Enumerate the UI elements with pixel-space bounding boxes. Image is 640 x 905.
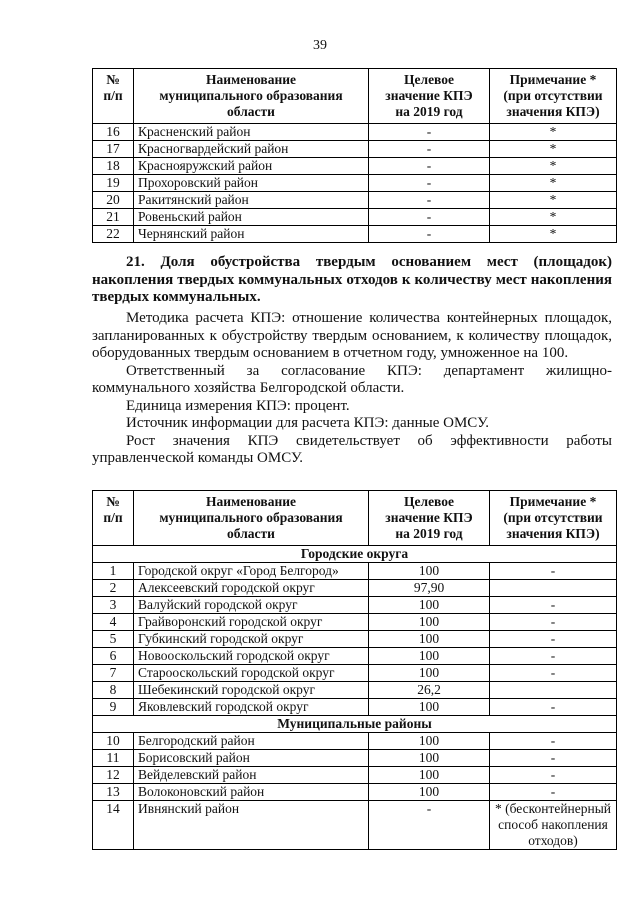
row-name: Городской округ «Город Белгород» [134,563,369,580]
group-title: Городские округа [93,546,617,563]
row-name: Губкинский городской округ [134,631,369,648]
row-num: 12 [93,767,134,784]
table-header-row [93,69,617,124]
row-num: 3 [93,597,134,614]
row-note: * [490,141,617,158]
row-target: 100 [369,699,490,716]
row-name: Грайворонский городской округ [134,614,369,631]
row-name: Яковлевский городской округ [134,699,369,716]
row-name: Новооскольский городской округ [134,648,369,665]
row-target: - [369,226,490,243]
table-row [93,124,617,141]
row-note: - [490,767,617,784]
header-num: № п/п [93,69,134,124]
table-row [93,665,617,682]
section-body [92,310,612,468]
row-name: Волоконовский район [134,784,369,801]
row-target: - [369,209,490,226]
row-num: 13 [93,784,134,801]
row-name: Красногвардейский район [134,141,369,158]
kpe-table-continued [92,68,617,243]
row-name: Ровеньский район [134,209,369,226]
row-target: 100 [369,648,490,665]
row-num: 9 [93,699,134,716]
row-target: 100 [369,784,490,801]
row-target: 100 [369,750,490,767]
table-row [93,682,617,699]
row-note: - [490,733,617,750]
row-num: 16 [93,124,134,141]
row-note: * [490,158,617,175]
row-note: - [490,750,617,767]
row-num: 2 [93,580,134,597]
row-num: 18 [93,158,134,175]
row-name: Ракитянский район [134,192,369,209]
methodology-text: Методика расчета КПЭ: отношение количества контейнерных площадок, запланированных к обустройству твердым основанием, к количеству площадок, оборудованных твердым основанием в отчетном году, умноженное на 100. [92,310,612,361]
row-target: 97,90 [369,580,490,597]
row-note: - [490,665,617,682]
table-row [93,158,617,175]
row-target: 26,2 [369,682,490,699]
kpe-table-section-21 [92,490,617,850]
header-note-title: Примечание * [509,494,597,509]
row-target: - [369,801,490,850]
row-note: - [490,597,617,614]
table-row [93,192,617,209]
table-row [93,699,617,716]
unit-text: Единица измерения КПЭ: процент. [126,397,350,414]
header-name: Наименование муниципального образования области [134,69,369,124]
responsible-text: Ответственный за согласование КПЭ: департамент жилищно-коммунального хозяйства Белгородской области. [92,362,612,396]
row-target: 100 [369,597,490,614]
row-name: Валуйский городской округ [134,597,369,614]
header-target: Целевое значение КПЭ на 2019 год [369,491,490,546]
table-row [93,580,617,597]
row-note: - [490,614,617,631]
row-target: - [369,141,490,158]
header-note-sub: (при отсутствии значения КПЭ) [503,510,603,541]
row-name: Краснояружский район [134,158,369,175]
row-name: Старооскольский городской округ [134,665,369,682]
header-note-sub: (при отсутствии значения КПЭ) [503,88,603,119]
group-row-municipal-districts [93,716,617,733]
header-note-title: Примечание * [509,72,597,87]
row-name: Чернянский район [134,226,369,243]
row-name: Алексеевский городской округ [134,580,369,597]
row-num: 7 [93,665,134,682]
row-note: - [490,563,617,580]
header-num: № п/п [93,491,134,546]
table-row [93,784,617,801]
section-heading: 21. Доля обустройства твердым основанием мест (площадок) накопления твердых коммунальных отходов к количеству мест накопления твердых коммунальных. [92,254,612,305]
row-target: 100 [369,563,490,580]
row-num: 14 [93,801,134,850]
row-target: - [369,192,490,209]
row-target: 100 [369,665,490,682]
table-row [93,801,617,850]
row-target: 100 [369,733,490,750]
table-row [93,767,617,784]
row-num: 5 [93,631,134,648]
row-note: * (бесконтейнерный способ накопления отходов) [490,801,617,850]
row-name: Белгородский район [134,733,369,750]
group-title: Муниципальные районы [93,716,617,733]
table-row [93,563,617,580]
row-name: Вейделевский район [134,767,369,784]
row-num: 17 [93,141,134,158]
row-name: Прохоровский район [134,175,369,192]
row-num: 10 [93,733,134,750]
row-num: 6 [93,648,134,665]
row-target: 100 [369,631,490,648]
row-note: * [490,226,617,243]
table-row [93,631,617,648]
header-note [490,491,617,546]
row-note: * [490,124,617,141]
table-row [93,733,617,750]
table-row [93,209,617,226]
row-name: Шебекинский городской округ [134,682,369,699]
row-note [490,682,617,699]
row-num: 21 [93,209,134,226]
row-num: 22 [93,226,134,243]
row-target: - [369,158,490,175]
row-name: Ивнянский район [134,801,369,850]
row-note: - [490,631,617,648]
page-number: 39 [313,38,327,53]
row-note [490,580,617,597]
header-target: Целевое значение КПЭ на 2019 год [369,69,490,124]
header-note [490,69,617,124]
row-note: - [490,699,617,716]
row-note: * [490,209,617,226]
row-note: * [490,175,617,192]
row-num: 8 [93,682,134,699]
table-row [93,226,617,243]
table-row [93,648,617,665]
row-target: 100 [369,614,490,631]
row-target: - [369,124,490,141]
row-note: - [490,784,617,801]
row-target: - [369,175,490,192]
header-name: Наименование муниципального образования области [134,491,369,546]
row-num: 20 [93,192,134,209]
group-row-urban-districts [93,546,617,563]
source-text: Источник информации для расчета КПЭ: данные ОМСУ. [126,415,490,431]
table-header-row [93,491,617,546]
row-name: Красненский район [134,124,369,141]
row-name: Борисовский район [134,750,369,767]
row-num: 1 [93,563,134,580]
table-row [93,597,617,614]
row-note: - [490,648,617,665]
table-row [93,175,617,192]
row-num: 4 [93,614,134,631]
row-num: 19 [93,175,134,192]
table-row [93,750,617,767]
row-target: 100 [369,767,490,784]
row-note: * [490,192,617,209]
row-num: 11 [93,750,134,767]
growth-text: Рост значения КПЭ свидетельствует об эффективности работы управленческой команды ОМСУ. [92,432,612,466]
table-row [93,614,617,631]
table-row [93,141,617,158]
